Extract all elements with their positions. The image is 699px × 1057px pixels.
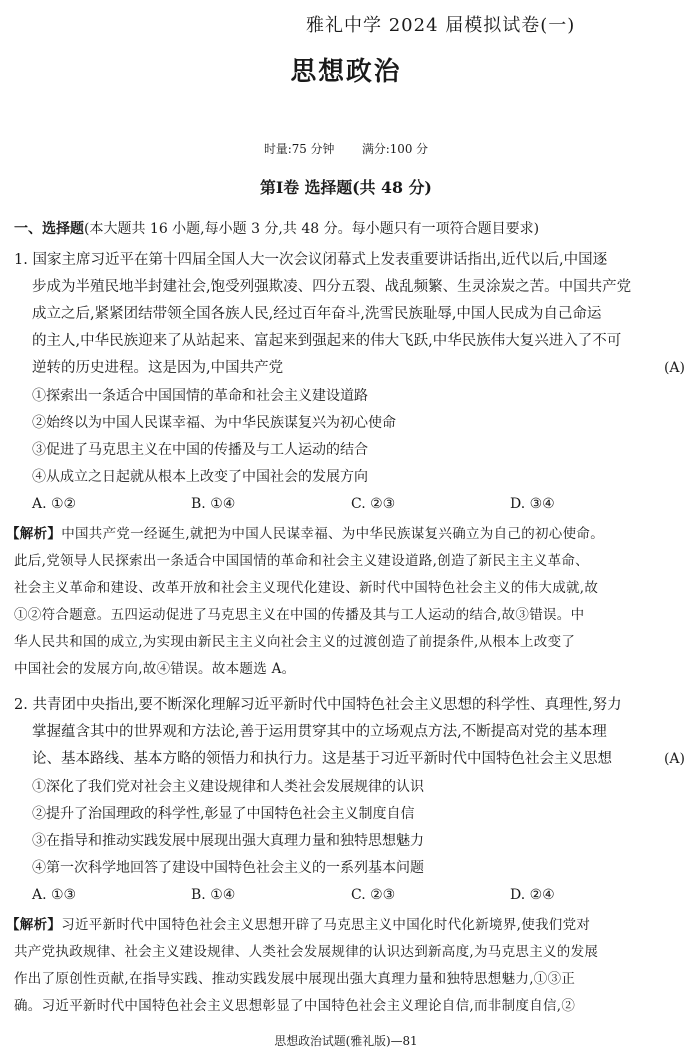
q1-analysis-line: 中国社会的发展方向,故④错误。故本题选 A。 (14, 661, 296, 677)
q2-analysis-line: 共产党执政规律、社会主义建设规律、人类社会发展规律的认识达到新高度,为马克思主义的发展 (14, 944, 599, 960)
q2-choice-c: C. ②③ (351, 887, 396, 903)
q2-analysis-line: 确。习近平新时代中国特色社会主义思想彰显了中国特色社会主义理论自信,而非制度自信,② (14, 998, 576, 1014)
q2-statement: ②提升了治国理政的科学性,彰显了中国特色社会主义制度自信 (32, 806, 415, 822)
q1-analysis-line: 【解析】中国共产党一经诞生,就把为中国人民谋幸福、为中华民族谋复兴确立为自己的初心使命。 (6, 526, 604, 542)
q1-analysis-tag: 【解析】 (6, 526, 62, 542)
q1-choice-a: A. ①② (32, 496, 77, 512)
school-title: 雅礼中学 2024 届模拟试卷(一) (306, 15, 576, 36)
exam-score: 满分:100 分 (361, 142, 429, 156)
q1-analysis-line: 社会主义革命和建设、改革开放和社会主义现代化建设、新时代中国特色社会主义的伟大成就,故 (14, 580, 599, 596)
q1-statement: ①探索出一条适合中国国情的革命和社会主义建设道路 (32, 388, 368, 404)
q2-answer: (A) (663, 751, 685, 767)
q1-analysis-line: 此后,党领导人民探索出一条适合中国国情的革命和社会主义建设道路,创造了新民主主义革命、 (14, 553, 589, 569)
q1-stem-line: 的主人,中华民族迎来了从站起来、富起来到强起来的伟大飞跃,中华民族伟大复兴进入了不可 (32, 333, 622, 349)
q1-analysis-line: 华人民共和国的成立,为实现由新民主主义向社会主义的过渡创造了前提条件,从根本上改变了 (14, 634, 576, 650)
q2-statement: ①深化了我们党对社会主义建设规律和人类社会发展规律的认识 (32, 779, 424, 795)
q1-choice-b: B. ①④ (191, 496, 236, 512)
q1-choice-d: D. ③④ (510, 496, 555, 512)
q2-stem-line: 掌握蕴含其中的世界观和方法论,善于运用贯穿其中的立场观点方法,不断提高对党的基本理 (32, 724, 607, 740)
subject-title: 思想政治 (290, 57, 402, 87)
q1-choice-c: C. ②③ (351, 496, 396, 512)
q1-answer: (A) (663, 360, 685, 376)
q1-stem-line: 1. 国家主席习近平在第十四届全国人大一次会议闭幕式上发表重要讲话指出,近代以后,中国逐 (14, 252, 608, 268)
q2-analysis-line: 【解析】习近平新时代中国特色社会主义思想开辟了马克思主义中国化时代化新境界,使我们党对 (6, 917, 591, 933)
q2-choice-d: D. ②④ (510, 887, 555, 903)
page-footer: 思想政治试题(雅礼版)—81 (274, 1034, 418, 1048)
section-instruction: (本大题共 16 小题,每小题 3 分,共 48 分。每小题只有一项符合题目要求) (84, 221, 540, 237)
section-label: 一、选择题 (14, 221, 84, 237)
q1-statement: ③促进了马克思主义在中国的传播及与工人运动的结合 (32, 442, 368, 458)
q2-stem-line: 论、基本路线、基本方略的领悟力和执行力。这是基于习近平新时代中国特色社会主义思想 (32, 751, 612, 767)
exam-time: 时量:75 分钟 (263, 142, 335, 156)
q2-analysis-line: 作出了原创性贡献,在指导实践、推动实践发展中展现出强大真理力量和独特思想魅力,①③正 (14, 971, 576, 987)
q1-analysis-line: ①②符合题意。五四运动促进了马克思主义在中国的传播及其与工人运动的结合,故③错误。中 (14, 607, 585, 623)
q2-choice-a: A. ①③ (32, 887, 77, 903)
q2-statement: ③在指导和推动实践发展中展现出强大真理力量和独特思想魅力 (32, 833, 424, 849)
section-heading (14, 219, 539, 239)
q2-statement: ④第一次科学地回答了建设中国特色社会主义的一系列基本问题 (32, 860, 424, 876)
q1-statement: ④从成立之日起就从根本上改变了中国社会的发展方向 (32, 469, 368, 485)
q1-stem-line: 成立之后,紧紧团结带领全国各族人民,经过百年奋斗,洗雪民族耻辱,中国人民成为自己命运 (32, 306, 602, 322)
q1-statement: ②始终以为中国人民谋幸福、为中华民族谋复兴为初心使命 (32, 415, 396, 431)
q1-stem-line: 逆转的历史进程。这是因为,中国共产党 (32, 360, 284, 376)
part-title: 第Ⅰ卷 选择题(共 48 分) (260, 178, 432, 197)
exam-info (0, 139, 692, 159)
q1-stem-line: 步成为半殖民地半封建社会,饱受列强欺凌、四分五裂、战乱频繁、生灵涂炭之苦。中国共产党 (32, 279, 632, 295)
q2-analysis-tag: 【解析】 (6, 917, 62, 933)
q2-stem-line: 2. 共青团中央指出,要不断深化理解习近平新时代中国特色社会主义思想的科学性、真理性,努力 (14, 697, 622, 713)
q2-choice-b: B. ①④ (191, 887, 236, 903)
